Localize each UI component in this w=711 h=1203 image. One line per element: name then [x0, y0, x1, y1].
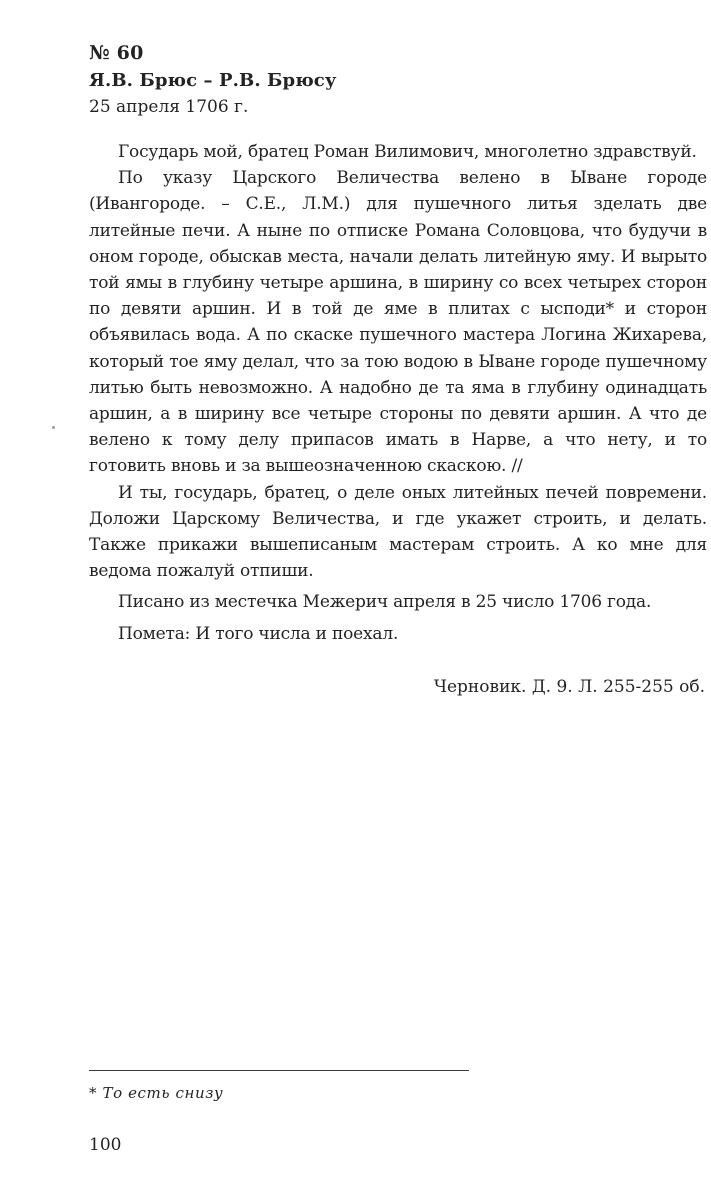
footnote-divider [89, 1070, 469, 1071]
page-number: 100 [89, 1135, 122, 1155]
paragraph-request: И ты, государь, братец, о деле оных литейных печей повремени. Доложи Царскому Величества, и где укажет строить, и делать. Также прикажи вышеписаным мастерам строить. А ко мне для ведома пожалуй отпиши. [89, 482, 707, 582]
document-parties: Я.В. Брюс – Р.В. Брюсу [89, 70, 337, 91]
paragraph-note: Помета: И того числа и поехал. [118, 623, 399, 644]
archive-reference: Черновик. Д. 9. Л. 255-255 об. [433, 677, 705, 697]
paragraph-main: По указу Царского Величества велено в Ыване городе (Ивангороде. – С.Е., Л.М.) для пушечного литья зделать две литейные печи. А ныне по отписке Романа Соловцова, что будучи в оном городе, обыскав места, начали делать литейную яму. И вырыто той ямы в глубину четыре аршина, в ширину со всех четырех сторон по девяти аршин. И в той де яме в плитах с ысподи* и сторон объявилась вода. А по скаске пушечного мастера Логина Жихарева, который тое яму делал, что за тою водою в Ыване городе пушечному литью быть невозможно. А надобно де та яма в глубину одинадцать аршин, а в ширину все четыре стороны по девяти аршин. А что де велено к тому делу припасов имать в Нарве, а что нету, и то готовить вновь и за вышеозначенною скаскою. // [89, 168, 707, 477]
paragraph-greeting: Государь мой, братец Роман Вилимович, многолетно здравствуй. [118, 142, 697, 162]
letter-body [89, 139, 707, 647]
footnote: * То есть снизу [89, 1084, 224, 1102]
scan-speck [52, 426, 55, 429]
document-header [89, 40, 609, 121]
document-date: 25 апреля 1706 г. [89, 97, 249, 117]
document-number: № 60 [89, 42, 144, 64]
paragraph-place-date: Писано из местечка Межерич апреля в 25 число 1706 года. [118, 592, 652, 613]
